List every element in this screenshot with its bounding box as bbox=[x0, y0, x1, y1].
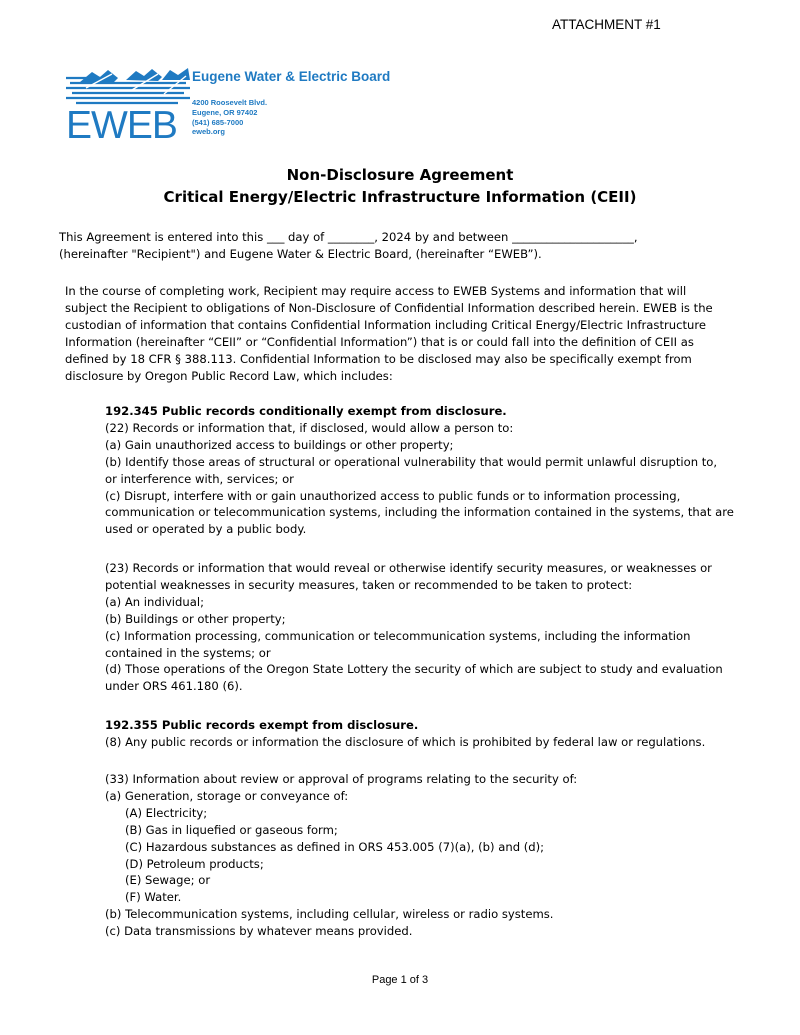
document-subtitle: Critical Energy/Electric Infrastructure Information (CEII) bbox=[163, 188, 637, 206]
text-line: contained in the systems; or bbox=[105, 645, 271, 660]
sub-item: (E) Sewage; or bbox=[125, 873, 211, 888]
text-line: communication or telecommunication systems, including the information contained in the systems, that are bbox=[105, 505, 734, 520]
text-line: disclosure by Oregon Public Record Law, which includes: bbox=[65, 368, 393, 383]
text-line: This Agreement is entered into this ___ day of ________, 2024 by and between _____________________, bbox=[59, 230, 638, 244]
address-line: (541) 685-7000 bbox=[192, 117, 244, 127]
text-line: (hereinafter "Recipient") and Eugene Water & Electric Board, (hereinafter “EWEB”). bbox=[59, 246, 542, 261]
text-line: used or operated by a public body. bbox=[105, 522, 307, 537]
address-line: Eugene, OR 97402 bbox=[192, 107, 258, 117]
sub-item: (B) Gas in liquefied or gaseous form; bbox=[125, 822, 338, 837]
address-line: 4200 Roosevelt Blvd. bbox=[192, 98, 268, 107]
address-line: eweb.org bbox=[192, 127, 225, 137]
text-line: (23) Records or information that would reveal or otherwise identify security measures, or weaknesses or bbox=[105, 561, 712, 575]
text-line: (a) Gain unauthorized access to buildings or other property; bbox=[105, 437, 454, 452]
text-line: (33) Information about review or approval of programs relating to the security of: bbox=[105, 772, 578, 786]
statute-192-345-item-23 bbox=[105, 560, 723, 695]
text-line: (d) Those operations of the Oregon State Lottery the security of which are subject to study and evaluation bbox=[105, 662, 723, 677]
agreement-intro bbox=[59, 229, 638, 263]
text-line: Information (hereinafter “CEII” or “Confidential Information”) that is or could fall into the definition of CEII as bbox=[65, 334, 694, 349]
intro-paragraph bbox=[65, 283, 713, 384]
text-line: defined by 18 CFR § 388.113. Confidential Information to be disclosed may also be specifically exempt from bbox=[65, 351, 692, 366]
section-heading: 192.345 Public records conditionally exempt from disclosure. bbox=[105, 404, 507, 418]
text-line: (a) Generation, storage or conveyance of: bbox=[105, 788, 349, 803]
statute-192-355-item-33 bbox=[105, 771, 577, 940]
sub-item: (D) Petroleum products; bbox=[125, 856, 264, 871]
text-line: or interference with, services; or bbox=[105, 471, 294, 486]
text-line: (c) Disrupt, interfere with or gain unauthorized access to public funds or to information processing, bbox=[105, 488, 681, 503]
sub-item: (F) Water. bbox=[125, 890, 182, 905]
sub-item: (C) Hazardous substances as defined in ORS 453.005 (7)(a), (b) and (d); bbox=[125, 839, 545, 854]
document-title: Non-Disclosure Agreement bbox=[286, 166, 514, 184]
section-heading: 192.355 Public records exempt from disclosure. bbox=[105, 718, 419, 732]
attachment-label: ATTACHMENT #1 bbox=[552, 17, 661, 32]
page-number: Page 1 of 3 bbox=[371, 974, 429, 986]
text-line: (8) Any public records or information the disclosure of which is prohibited by federal law or regulations. bbox=[105, 734, 706, 749]
text-line: under ORS 461.180 (6). bbox=[105, 679, 243, 694]
text-line: (b) Buildings or other property; bbox=[105, 611, 286, 626]
sub-item: (A) Electricity; bbox=[125, 805, 208, 820]
text-line: subject the Recipient to obligations of Non-Disclosure of Confidential Information described herein. EWEB is the bbox=[65, 300, 713, 315]
text-line: (c) Data transmissions by whatever means provided. bbox=[105, 924, 413, 939]
logo-wordmark: EWEB bbox=[66, 104, 177, 147]
statute-192-345 bbox=[105, 403, 734, 538]
mountain-water-icon bbox=[66, 68, 190, 108]
text-line: potential weaknesses in security measures, taken or recommended to be taken to protect: bbox=[105, 577, 633, 592]
org-address bbox=[192, 98, 267, 137]
statute-192-355 bbox=[105, 717, 705, 751]
eweb-logo bbox=[66, 68, 396, 148]
text-line: (b) Identify those areas of structural or operational vulnerability that would permit unlawful disruption to, bbox=[105, 454, 718, 469]
text-line: (22) Records or information that, if disclosed, would allow a person to: bbox=[105, 420, 514, 435]
text-line: (b) Telecommunication systems, including cellular, wireless or radio systems. bbox=[105, 907, 554, 922]
text-line: In the course of completing work, Recipient may require access to EWEB Systems and information that will bbox=[65, 284, 687, 298]
text-line: custodian of information that contains Confidential Information including Critical Energy/Electric Infrastructure bbox=[65, 317, 707, 332]
text-line: (c) Information processing, communication or telecommunication systems, including the information bbox=[105, 628, 691, 643]
org-name: Eugene Water & Electric Board bbox=[192, 69, 391, 84]
text-line: (a) An individual; bbox=[105, 594, 204, 609]
